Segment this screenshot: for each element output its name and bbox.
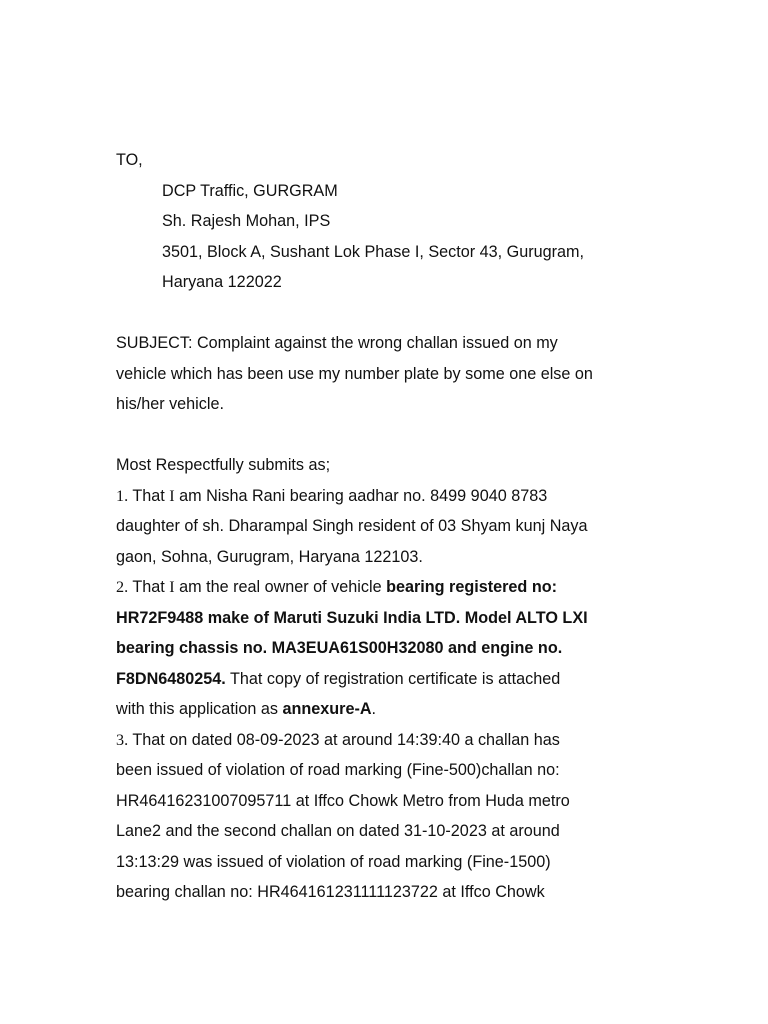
point-3-line-4: Lane2 and the second challan on dated 31-10-2023 at around xyxy=(116,822,560,840)
to-label: TO, xyxy=(116,151,143,169)
subject-line-1: SUBJECT: Complaint against the wrong challan issued on my xyxy=(116,334,558,352)
point-3-line-1 xyxy=(116,725,676,756)
point-3-line-5: 13:13:29 was issued of violation of road marking (Fine-1500) xyxy=(116,852,551,871)
point-1-text-cont: am Nisha Rani bearing aadhar no. 8499 9040 8783 xyxy=(174,486,548,505)
spacer xyxy=(116,420,676,451)
point-2-line-2: HR72F9488 make of Maruti Suzuki India LTD. Model ALTO LXI xyxy=(116,608,588,627)
subject-line-2: vehicle which has been use my number plate by some one else on xyxy=(116,364,593,383)
recipient-line-2: Sh. Rajesh Mohan, IPS xyxy=(162,212,331,230)
engine-number: F8DN6480254. xyxy=(116,669,226,688)
point-2-text: That xyxy=(128,578,170,596)
point-1-pronoun: I xyxy=(169,486,175,505)
point-1-line-3: gaon, Sohna, Gurugram, Haryana 122103. xyxy=(116,547,423,566)
point-2-line-5 xyxy=(116,694,676,725)
point-2-period: . xyxy=(371,700,377,718)
point-1-line-2: daughter of sh. Dharampal Singh resident of 03 Shyam kunj Naya xyxy=(116,517,588,535)
point-2-line-3: bearing chassis no. MA3EUA61S00H32080 and engine no. xyxy=(116,639,563,657)
point-3-line-6: bearing challan no: HR464161231111123722 at Iffco Chowk xyxy=(116,883,545,901)
subject-line-3: his/her vehicle. xyxy=(116,395,224,413)
point-2-line-4-text: That copy of registration certificate is attached xyxy=(225,669,561,688)
point-3-line-3: HR46416231007095711 at Iffco Chowk Metro from Huda metro xyxy=(116,791,570,810)
point-2-line-5-text: with this application as xyxy=(116,700,283,718)
point-2-line-4 xyxy=(116,664,676,695)
point-2-number: 2. xyxy=(116,578,129,596)
point-3-line-2: been issued of violation of road marking (Fine-500)challan no: xyxy=(116,761,560,779)
annexure-label: annexure-A xyxy=(282,700,372,718)
point-2-bold-text: bearing registered no: xyxy=(386,578,557,596)
opening-line: Most Respectfully submits as; xyxy=(116,456,331,474)
letter-body xyxy=(116,145,676,908)
point-2-text-cont: am the real owner of vehicle xyxy=(174,578,387,596)
point-2-line-1 xyxy=(116,572,676,603)
point-2-pronoun: I xyxy=(169,578,175,596)
spacer xyxy=(116,298,676,329)
point-3-text: That on dated 08-09-2023 at around 14:39:40 a challan has xyxy=(128,730,560,749)
recipient-line-3: 3501, Block A, Sushant Lok Phase I, Sector 43, Gurugram, xyxy=(162,242,585,261)
recipient-line-1: DCP Traffic, GURGRAM xyxy=(162,181,338,200)
point-3-number: 3. xyxy=(116,730,129,749)
point-1-number: 1. xyxy=(116,486,129,505)
recipient-line-4: Haryana 122022 xyxy=(162,273,282,291)
point-1-text: That xyxy=(128,486,170,505)
point-1-line-1 xyxy=(116,481,676,512)
